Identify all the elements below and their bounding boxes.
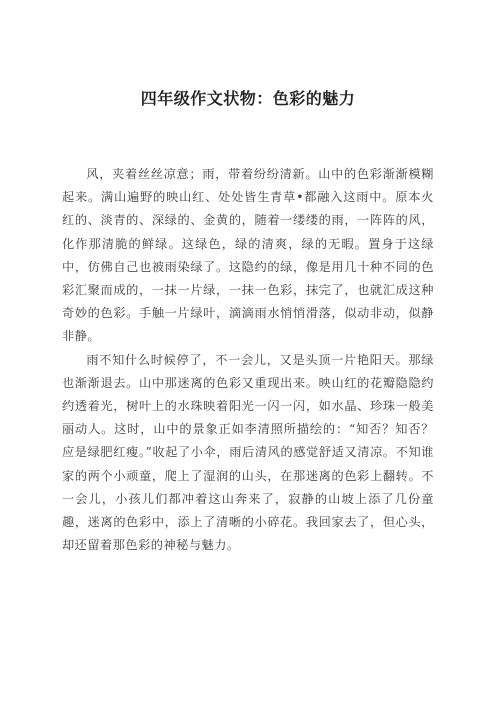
paragraph-1: 风，夹着丝丝凉意；雨，带着纷纷清新。山中的色彩渐渐模糊起来。满山遍野的映山红、处处皆生青草•都融入这雨中。原本火红的、淡青的、深绿的、金黄的，随着一缕缕的雨，一阵阵的风，化作那清脆的鲜绿。这绿色，绿的清爽，绿的无暇。置身于这绿中，仿佛自己也被雨染绿了。这隐约的绿，像是用几十种不同的色彩汇聚而成的，一抹一片绿，一抹一色彩，抹完了，也就汇成这种奇妙的色彩。手触一片绿叶，滴滴雨水悄悄滑落，似动非动，似静非静。 xyxy=(62,167,434,344)
document-body xyxy=(62,163,434,557)
paragraph-2: 雨不知什么时候停了，不一会儿，又是头顶一片艳阳天。那绿也渐渐退去。山中那迷离的色彩又重现出来。映山红的花瓣隐隐约约透着光，树叶上的水珠映着阳光一闪一闪，如水晶、珍珠一般美丽动人。这时，山中的景象正如李清照所描绘的：“知否？知否？应是绿肥红瘦。”收起了小伞，雨后清风的感觉舒适又清凉。不知谁家的两个小顽童，爬上了湿润的山头，在那迷离的色彩上翻转。不一会儿，小孩儿们都冲着这山奔来了，寂静的山坡上添了几份童趣，迷离的色彩中，添上了清晰的小碎花。我回家去了，但心头，却还留着那色彩的神秘与魅力。 xyxy=(62,352,434,553)
document-title: 四年级作文状物：色彩的魅力 xyxy=(140,89,356,108)
